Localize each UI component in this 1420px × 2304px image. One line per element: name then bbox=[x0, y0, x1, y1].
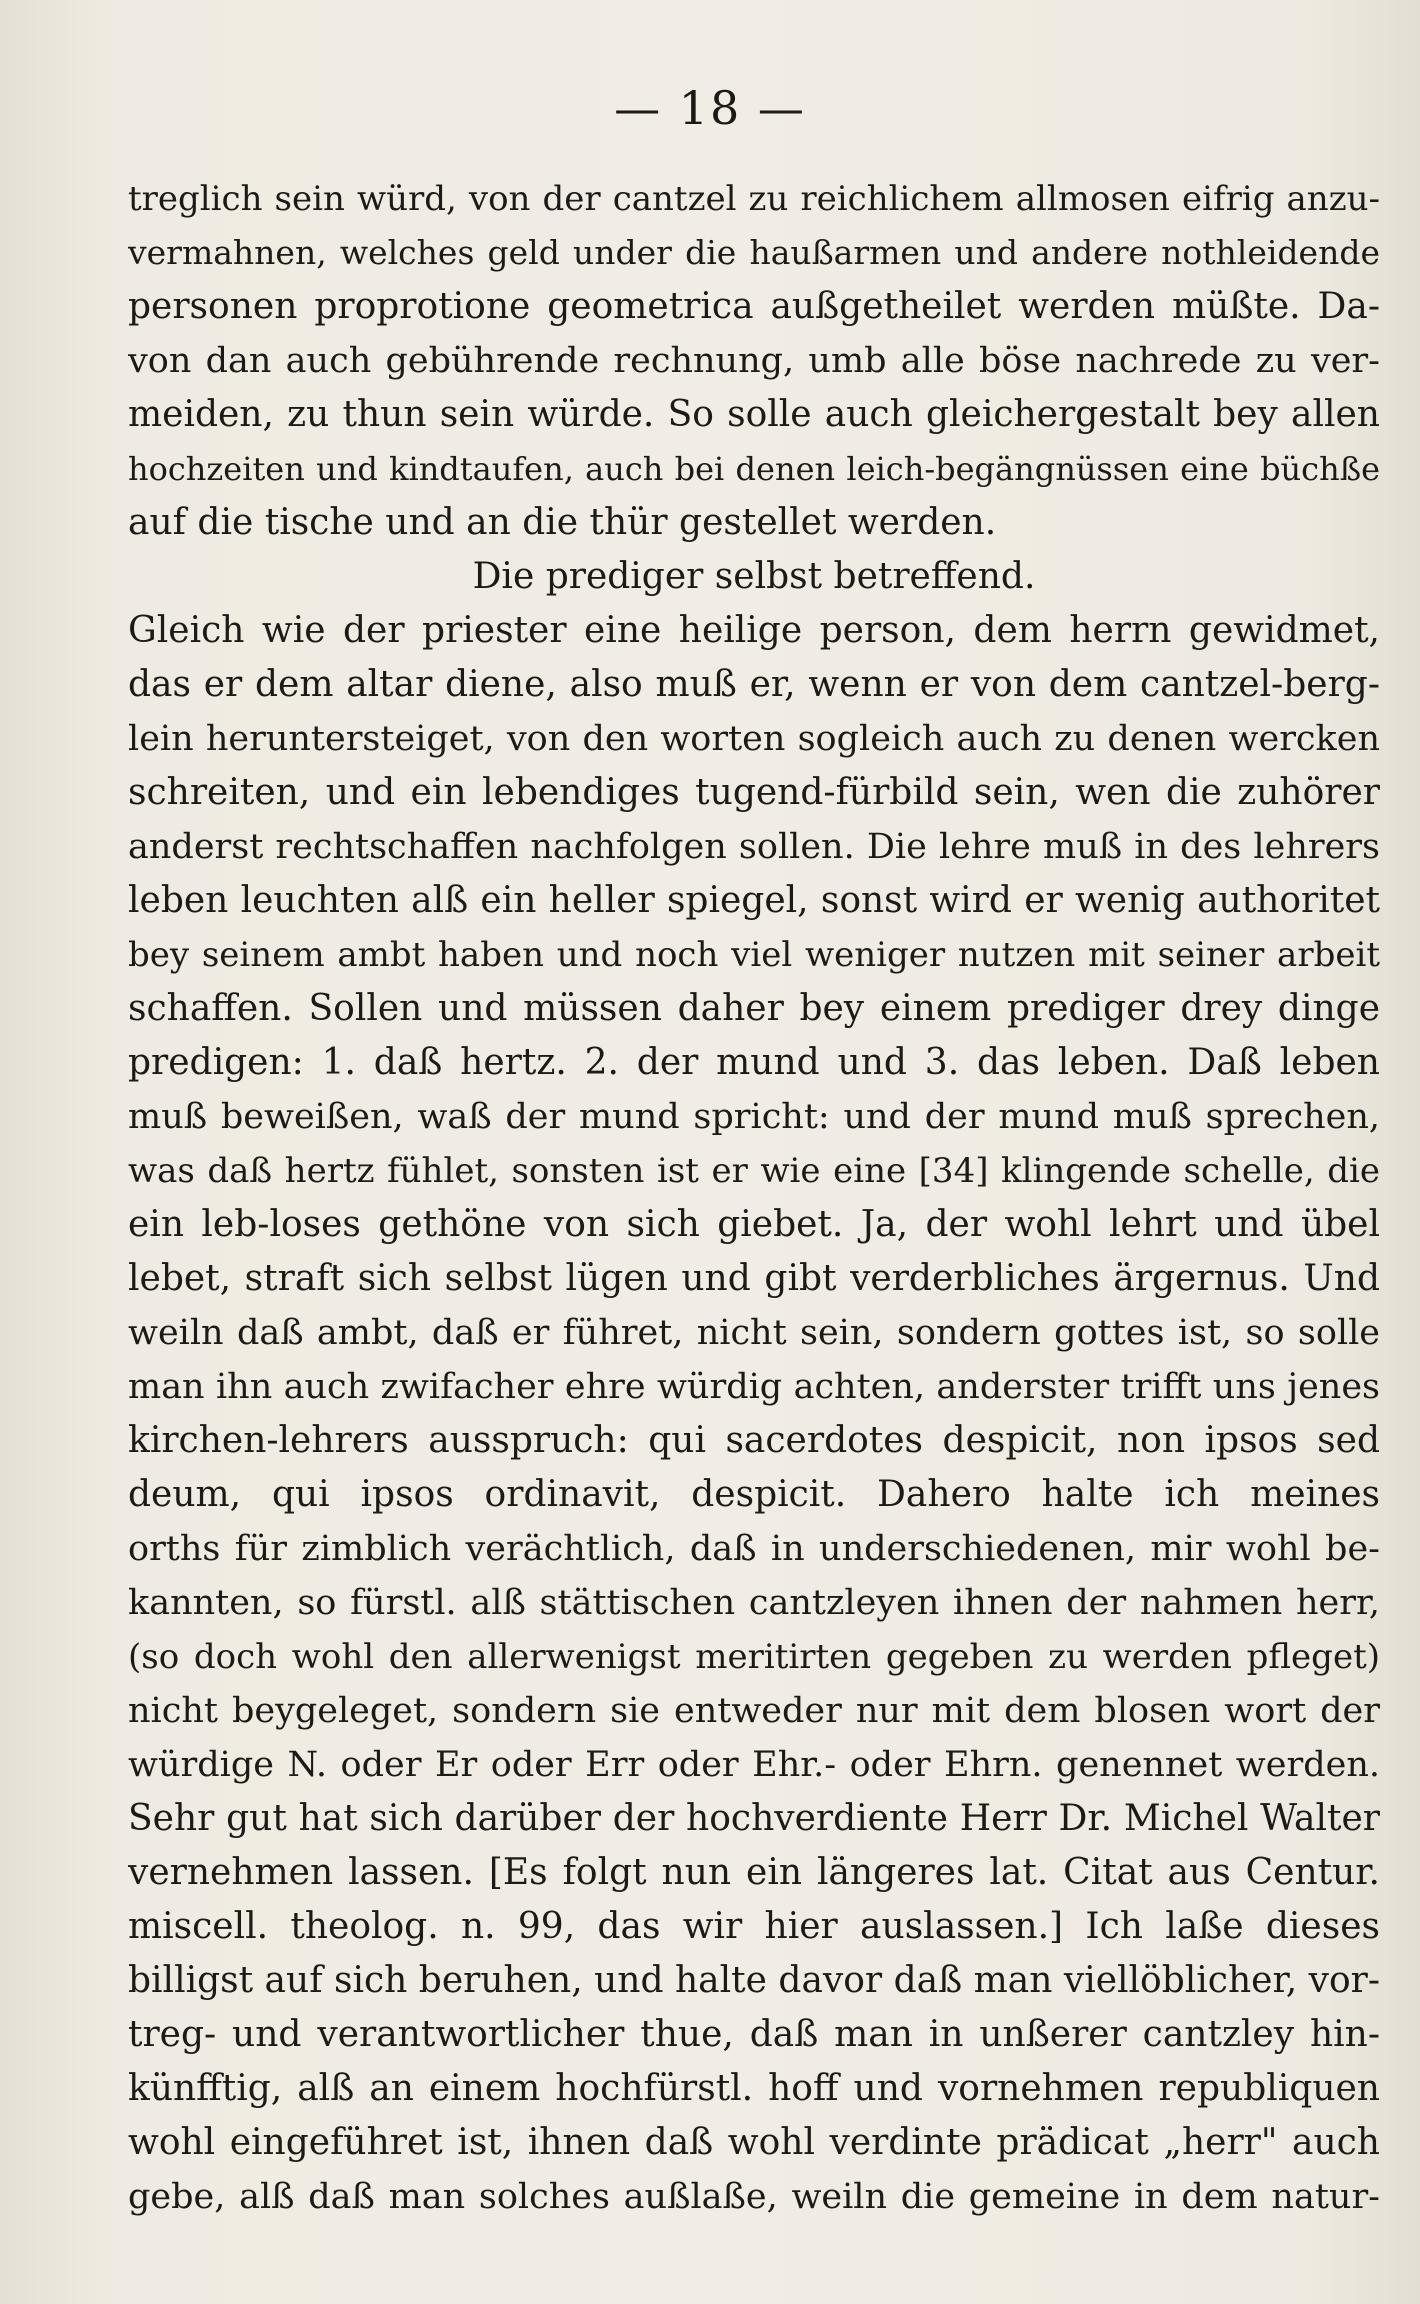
text-line: ein leb-loses gethöne von sich giebet. Ja, der wohl lehrt und übel bbox=[128, 1204, 1380, 1245]
text-line: Gleich wie der priester eine heilige person, dem herrn gewidmet, bbox=[128, 610, 1380, 651]
text-line: schreiten, und ein lebendiges tugend-fürbild sein, wen die zuhörer bbox=[128, 772, 1380, 813]
text-line: treg- und verantwortlicher thue, daß man in unßerer cantzley hin- bbox=[128, 2014, 1380, 2055]
text-line: lein heruntersteiget, von den worten sogleich auch zu denen wercken bbox=[128, 719, 1380, 759]
text-line: von dan auch gebührende rechnung, umb alle böse nachrede zu ver- bbox=[128, 341, 1380, 381]
section-heading: Die prediger selbst betreffend. bbox=[472, 556, 1036, 597]
text-line: deum, qui ipsos ordinavit, despicit. Dahero halte ich meines bbox=[128, 1474, 1380, 1515]
text-line: bey seinem ambt haben und noch viel weniger nutzen mit seiner arbeit bbox=[128, 935, 1380, 975]
text-line: lebet, straft sich selbst lügen und gibt verderbliches ärgernus. Und bbox=[128, 1258, 1380, 1299]
text-line: orths für zimblich verächtlich, daß in underschiedenen, mir wohl be- bbox=[128, 1529, 1380, 1569]
text-line: billigst auf sich beruhen, und halte davor daß man viellöblicher, vor- bbox=[128, 1960, 1380, 2001]
text-line: künfftig, alß an einem hochfürstl. hoff und vornehmen republiquen bbox=[128, 2068, 1380, 2109]
text-line: (so doch wohl den allerwenigst meritirten gegeben zu werden pfleget) bbox=[128, 1637, 1380, 1677]
text-line: weiln daß ambt, daß er führet, nicht sein, sondern gottes ist, so solle bbox=[128, 1313, 1380, 1353]
text-line: was daß hertz fühlet, sonsten ist er wie eine [34] klingende schelle, die bbox=[128, 1151, 1380, 1191]
body-text bbox=[128, 172, 1380, 2224]
text-line: Sehr gut hat sich darüber der hochverdiente Herr Dr. Michel Walter bbox=[128, 1798, 1380, 1839]
text-line: anderst rechtschaffen nachfolgen sollen. Die lehre muß in des lehrers bbox=[128, 827, 1380, 867]
text-line: muß beweißen, waß der mund spricht: und der mund muß sprechen, bbox=[128, 1097, 1380, 1137]
text-line: nicht beygeleget, sondern sie entweder nur mit dem blosen wort der bbox=[128, 1691, 1380, 1731]
text-line: gebe, alß daß man solches außlaße, weiln die gemeine in dem natur- bbox=[128, 2177, 1380, 2217]
text-line: hochzeiten und kindtaufen, auch bei denen leich-begängnüssen eine büchße bbox=[128, 450, 1380, 488]
text-line: personen proprotione geometrica außgetheilet werden müßte. Da- bbox=[128, 286, 1380, 327]
text-line: kirchen-lehrers ausspruch: qui sacerdotes despicit, non ipsos sed bbox=[128, 1420, 1380, 1461]
text-line: schaffen. Sollen und müssen daher bey einem prediger drey dinge bbox=[128, 988, 1380, 1029]
text-line: predigen: 1. daß hertz. 2. der mund und 3. das leben. Daß leben bbox=[128, 1042, 1380, 1083]
text-line: treglich sein würd, von der cantzel zu reichlichem allmosen eifrig anzu- bbox=[128, 179, 1380, 219]
text-line: das er dem altar diene, also muß er, wenn er von dem cantzel-berg- bbox=[128, 664, 1380, 705]
text-line: meiden, zu thun sein würde. So solle auch gleichergestalt bey allen bbox=[128, 394, 1380, 435]
text-line: kannten, so fürstl. alß stättischen cantzleyen ihnen der nahmen herr, bbox=[128, 1583, 1380, 1623]
text-line: würdige N. oder Er oder Err oder Ehr.- oder Ehrn. genennet werden. bbox=[128, 1745, 1380, 1785]
text-line: vernehmen lassen. [Es folgt nun ein längeres lat. Citat aus Centur. bbox=[128, 1852, 1380, 1893]
page-number: — 18 — bbox=[614, 81, 806, 135]
text-line: man ihn auch zwifacher ehre würdig achten, anderster trifft uns jenes bbox=[128, 1367, 1380, 1407]
text-line: auf die tische und an die thür gestellet werden. bbox=[128, 502, 997, 543]
text-line: vermahnen, welches geld under die haußarmen und andere nothleidende bbox=[128, 233, 1380, 272]
text-line: miscell. theolog. n. 99, das wir hier auslassen.] Ich laße dieses bbox=[128, 1906, 1380, 1947]
text-line: leben leuchten alß ein heller spiegel, sonst wird er wenig authoritet bbox=[128, 880, 1380, 921]
text-line: wohl eingeführet ist, ihnen daß wohl verdinte prädicat „herr" auch bbox=[128, 2122, 1380, 2163]
